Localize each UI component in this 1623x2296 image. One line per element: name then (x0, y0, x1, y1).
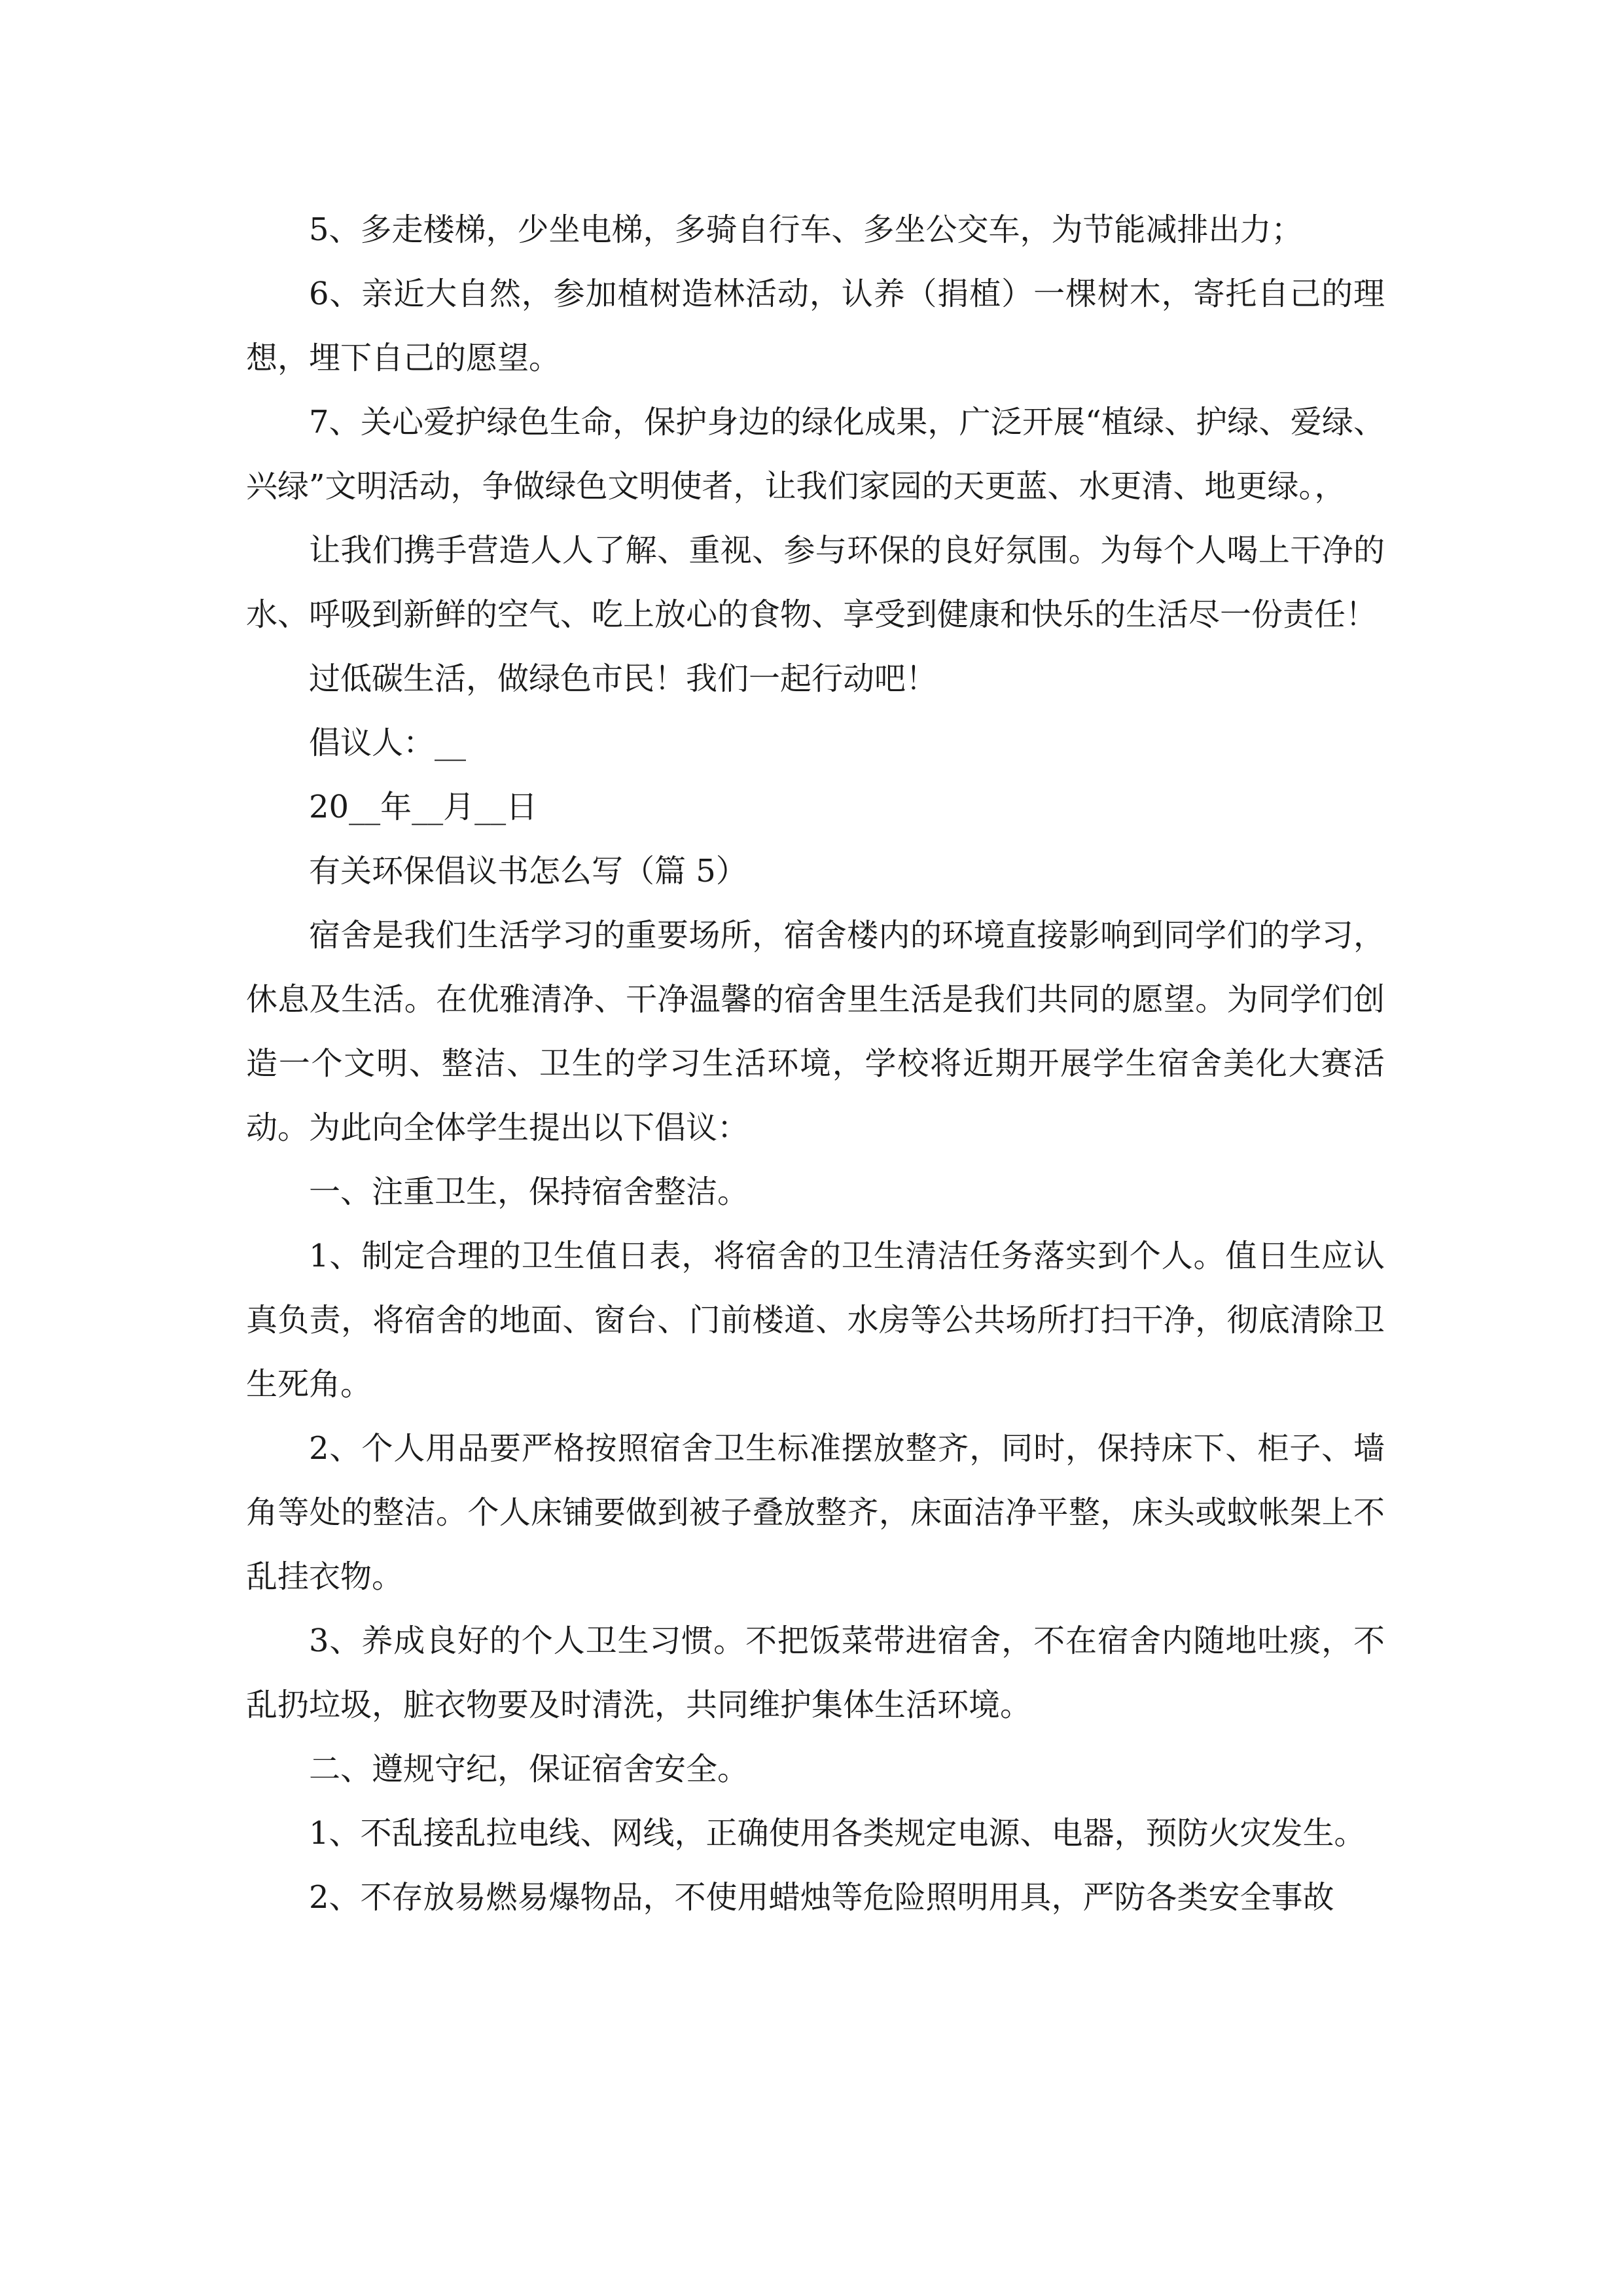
document-body (246, 198, 1385, 1929)
paragraph-personal-items: 2、个人用品要严格按照宿舍卫生标准摆放整齐，同时，保持床下、柜子、墙角等处的整洁。个人床铺要做到被子叠放整齐，床面洁净平整，床头或蚊帐架上不乱挂衣物。 (246, 1430, 1385, 1595)
date-line: 20__年__月__日 (309, 789, 538, 825)
paragraph-flammables: 2、不存放易燃易爆物品，不使用蜡烛等危险照明用具，严防各类安全事故 (309, 1879, 1334, 1916)
subheading-safety: 二、遵规守纪，保证宿舍安全。 (309, 1751, 749, 1787)
paragraph-environment-call: 让我们携手营造人人了解、重视、参与环保的良好氛围。为每个人喝上干净的水、呼吸到新鲜的空气、吃上放心的食物、享受到健康和快乐的生活尽一份责任！ (246, 532, 1385, 633)
paragraph-duty-roster: 1、制定合理的卫生值日表，将宿舍的卫生清洁任务落实到个人。值日生应认真负责，将宿舍的地面、窗台、门前楼道、水房等公共场所打扫干净，彻底清除卫生死角。 (246, 1238, 1385, 1403)
paragraph-hygiene-habits: 3、养成良好的个人卫生习惯。不把饭菜带进宿舍，不在宿舍内随地吐痰，不乱扔垃圾，脏衣物要及时清洗，共同维护集体生活环境。 (246, 1623, 1385, 1723)
paragraph-dorm-intro: 宿舍是我们生活学习的重要场所，宿舍楼内的环境直接影响到同学们的学习，休息及生活。在优雅清净、干净温馨的宿舍里生活是我们共同的愿望。为同学们创造一个文明、整洁、卫生的学习生活环境，学校将近期开展学生宿舍美化大赛活动。为此向全体学生提出以下倡议： (246, 917, 1385, 1146)
section-heading-5: 有关环保倡议书怎么写（篇 5） (309, 853, 747, 889)
paragraph-item-6-trees: 6、亲近大自然，参加植树造林活动，认养（捐植）一棵树木，寄托自己的理想，埋下自己的愿望。 (246, 276, 1385, 376)
paragraph-item-5-stairs: 5、多走楼梯，少坐电梯，多骑自行车、多坐公交车，为节能减排出力； (309, 211, 1303, 248)
initiator-line: 倡议人：__ (309, 725, 467, 761)
paragraph-wiring: 1、不乱接乱拉电线、网线，正确使用各类规定电源、电器，预防火灾发生。 (309, 1815, 1366, 1852)
paragraph-low-carbon-slogan: 过低碳生活，做绿色市民！我们一起行动吧！ (309, 660, 938, 697)
paragraph-item-7-green-life: 7、关心爱护绿色生命，保护身边的绿化成果，广泛开展“植绿、护绿、爱绿、兴绿”文明活动，争做绿色文明使者，让我们家园的天更蓝、水更清、地更绿。， (246, 404, 1385, 505)
subheading-hygiene: 一、注重卫生，保持宿舍整洁。 (309, 1174, 749, 1210)
